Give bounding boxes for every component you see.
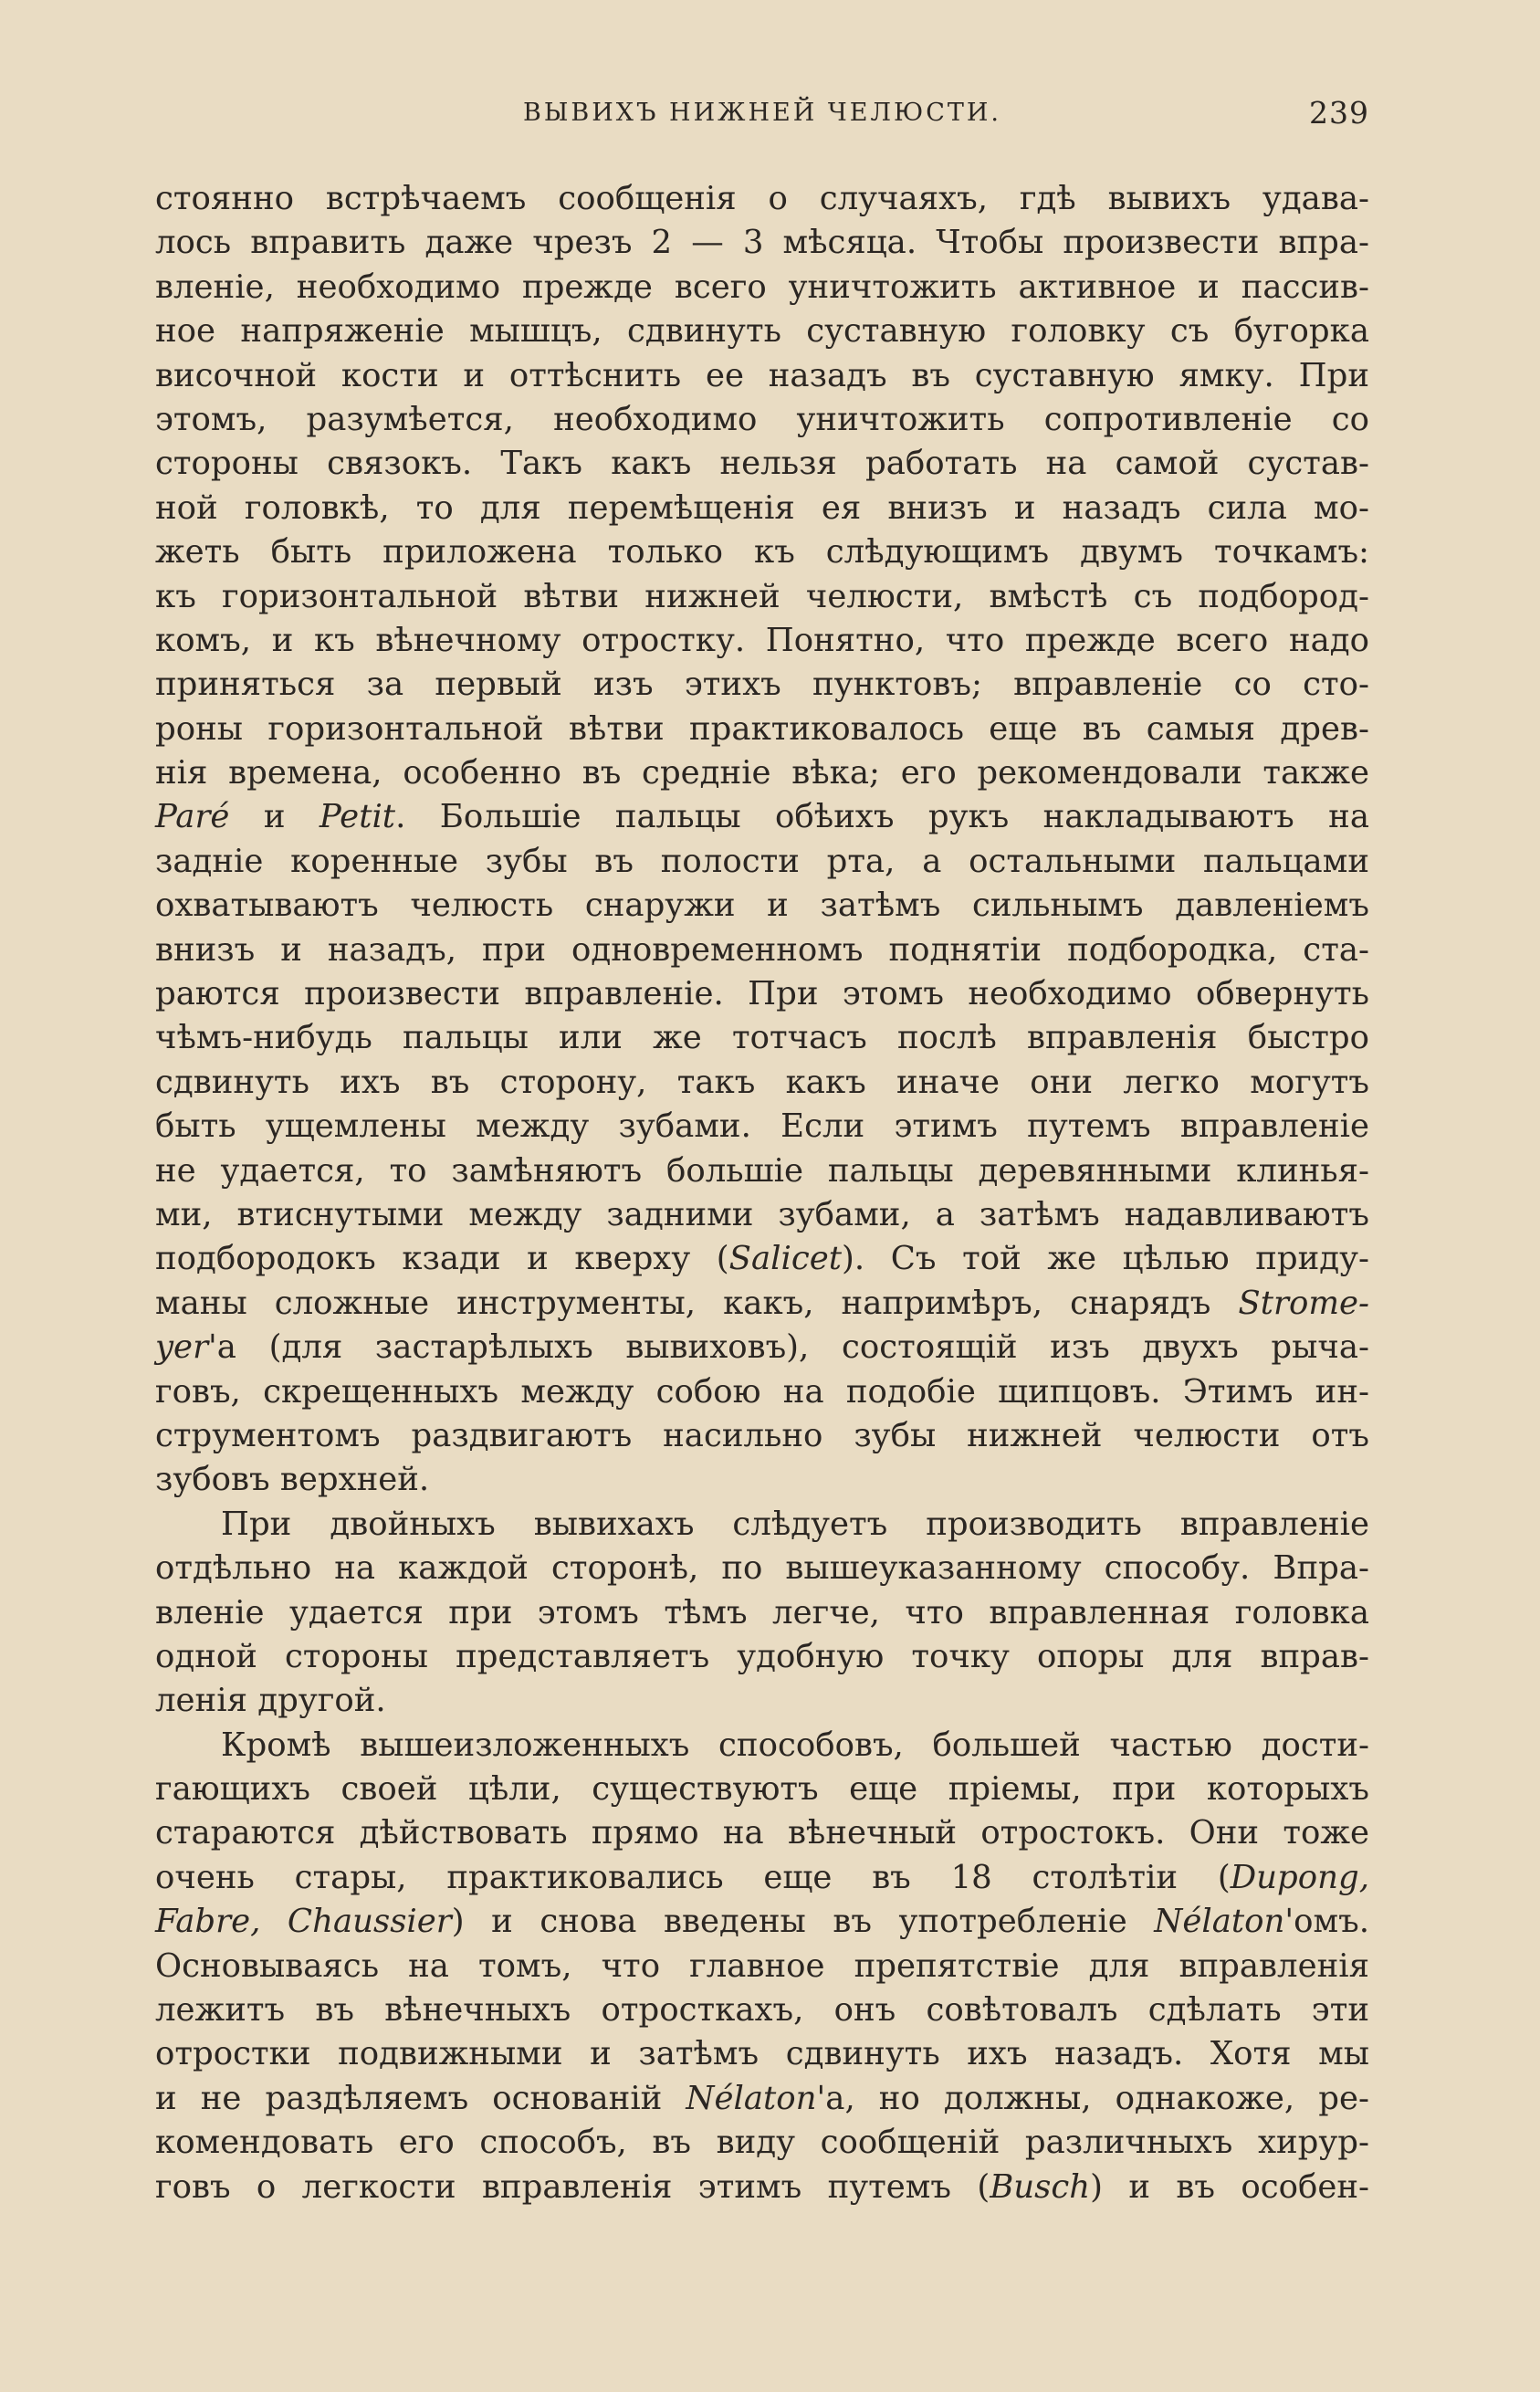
text-segment: ми, втиснутыми между задними зубами, а затѣмъ надавливаютъ bbox=[155, 1195, 1369, 1233]
text-line bbox=[155, 221, 1369, 265]
text-segment: . Большіе пальцы обѣихъ рукъ накладываютъ на bbox=[395, 798, 1369, 836]
text-line bbox=[155, 1193, 1369, 1237]
text-line bbox=[155, 751, 1369, 795]
text-line bbox=[155, 708, 1369, 751]
text-line bbox=[155, 1547, 1369, 1590]
text-segment: сдвинуть ихъ въ сторону, такъ какъ иначе они легко могутъ bbox=[155, 1063, 1369, 1101]
text-segment: нія времена, особенно въ средніе вѣка; его рекомендовали также bbox=[155, 754, 1369, 792]
text-segment: ное напряженіе мышцъ, сдвинуть суставную головку съ бугорка bbox=[155, 312, 1369, 351]
text-segment: къ горизонтальной вѣтви нижней челюсти, вмѣстѣ съ подбород- bbox=[155, 577, 1369, 615]
text-segment: и не раздѣляемъ основаній bbox=[155, 2079, 686, 2117]
text-segment: задніе коренные зубы въ полости рта, а остальными пальцами bbox=[155, 842, 1369, 880]
author-name: Salicet bbox=[728, 1240, 843, 1278]
author-name: yer bbox=[155, 1328, 209, 1367]
text-line bbox=[155, 1768, 1369, 1811]
text-segment: ). Съ той же цѣлью приду- bbox=[842, 1240, 1370, 1278]
text-line bbox=[155, 1414, 1369, 1458]
text-segment: приняться за первый изъ этихъ пунктовъ; вправленіе со сто- bbox=[155, 666, 1369, 704]
text-line bbox=[155, 1282, 1369, 1326]
running-head bbox=[155, 95, 1369, 131]
text-segment: быть ущемлены между зубами. Если этимъ путемъ вправленіе bbox=[155, 1107, 1369, 1146]
text-line bbox=[155, 619, 1369, 663]
body-text bbox=[155, 177, 1369, 2209]
text-segment: одной стороны представляетъ удобную точку опоры для вправ- bbox=[155, 1637, 1369, 1675]
text-segment: Кромѣ вышеизложенныхъ способовъ, большей частью дости- bbox=[221, 1726, 1369, 1764]
text-segment: комъ, и къ вѣнечному отростку. Понятно, что прежде всего надо bbox=[155, 621, 1369, 659]
text-line bbox=[155, 1016, 1369, 1060]
text-line bbox=[155, 928, 1369, 972]
text-line bbox=[155, 398, 1369, 442]
text-segment: отдѣльно на каждой сторонѣ, по вышеуказанному способу. Впра- bbox=[155, 1549, 1369, 1588]
text-line bbox=[155, 795, 1369, 839]
text-segment: 'омъ. bbox=[1284, 1903, 1370, 1941]
text-segment: охватываютъ челюсть снаружи и затѣмъ сильнымъ давленіемъ bbox=[155, 887, 1369, 925]
text-line bbox=[155, 309, 1369, 353]
text-line bbox=[155, 1635, 1369, 1679]
author-name: Dupong, bbox=[1230, 1858, 1369, 1896]
text-segment: стараются дѣйствовать прямо на вѣнечный отростокъ. Они тоже bbox=[155, 1814, 1369, 1852]
text-segment: роны горизонтальной вѣтви практиковалось еще въ самыя древ- bbox=[155, 709, 1369, 748]
text-line bbox=[155, 1945, 1369, 1988]
text-segment: Основываясь на томъ, что главное препятствіе для вправленія bbox=[155, 1946, 1369, 1985]
text-segment: этомъ, разумѣется, необходимо уничтожить сопротивленіе со bbox=[155, 400, 1369, 438]
text-segment: лежитъ въ вѣнечныхъ отросткахъ, онъ совѣтовалъ сдѣлать эти bbox=[155, 1991, 1369, 2030]
text-segment: чѣмъ-нибудь пальцы или же тотчасъ послѣ вправленія быстро bbox=[155, 1019, 1369, 1057]
text-segment: не удается, то замѣняютъ большіе пальцы деревянными клинья- bbox=[155, 1151, 1369, 1190]
author-name: Nélaton bbox=[1154, 1903, 1285, 1941]
text-line bbox=[155, 2077, 1369, 2121]
text-segment: ) и въ особен- bbox=[1090, 2167, 1369, 2206]
running-title: ВЫВИХЪ НИЖНЕЙ ЧЕЛЮСТИ. bbox=[523, 99, 1001, 127]
text-segment: ленія другой. bbox=[155, 1682, 386, 1720]
author-name: Fabre, Chaussier bbox=[155, 1903, 452, 1941]
text-segment: внизъ и назадъ, при одновременномъ поднятіи подбородка, ста- bbox=[155, 930, 1369, 969]
text-line bbox=[155, 266, 1369, 309]
text-line bbox=[155, 575, 1369, 619]
text-segment: отростки подвижными и затѣмъ сдвинуть ихъ назадъ. Хотя мы bbox=[155, 2035, 1369, 2073]
text-segment: говъ о легкости вправленія этимъ путемъ ( bbox=[155, 2167, 990, 2206]
text-segment: ) и снова введены въ употребленіе bbox=[451, 1903, 1155, 1941]
text-line bbox=[155, 1237, 1369, 1281]
text-segment: подбородокъ кзади и кверху ( bbox=[155, 1240, 729, 1278]
text-line bbox=[155, 530, 1369, 574]
text-segment: и bbox=[229, 798, 320, 836]
text-line bbox=[155, 1326, 1369, 1369]
text-line bbox=[155, 840, 1369, 884]
text-line bbox=[155, 1149, 1369, 1193]
text-line bbox=[155, 1900, 1369, 1944]
text-segment: маны сложные инструменты, какъ, напримѣръ, снарядъ bbox=[155, 1284, 1239, 1322]
text-segment: вленіе удается при этомъ тѣмъ легче, что вправленная головка bbox=[155, 1593, 1369, 1631]
author-name: Petit bbox=[319, 798, 396, 836]
text-segment: очень стары, практиковались еще въ 18 столѣтіи ( bbox=[155, 1858, 1231, 1896]
text-segment: раются произвести вправленіе. При этомъ необходимо обвернуть bbox=[155, 975, 1369, 1013]
text-line bbox=[155, 2121, 1369, 2165]
text-line bbox=[155, 1724, 1369, 1768]
text-line bbox=[155, 487, 1369, 530]
text-segment: стороны связокъ. Такъ какъ нельзя работать на самой сустав- bbox=[155, 445, 1369, 483]
text-line bbox=[155, 1370, 1369, 1414]
text-line bbox=[155, 1061, 1369, 1105]
text-line bbox=[155, 177, 1369, 221]
text-segment: комендовать его способъ, въ виду сообщеній различныхъ хирур- bbox=[155, 2124, 1369, 2162]
text-line bbox=[155, 972, 1369, 1016]
text-line bbox=[155, 884, 1369, 928]
text-line bbox=[155, 1811, 1369, 1855]
text-segment: лось вправить даже чрезъ 2 — 3 мѣсяца. Чтобы произвести впра- bbox=[155, 224, 1369, 262]
text-segment: струментомъ раздвигаютъ насильно зубы нижней челюсти отъ bbox=[155, 1416, 1369, 1454]
text-line bbox=[155, 442, 1369, 486]
page-number: 239 bbox=[1309, 95, 1369, 131]
author-name: Strome- bbox=[1238, 1284, 1369, 1322]
author-name: Nélaton bbox=[686, 2079, 817, 2117]
text-line bbox=[155, 1105, 1369, 1149]
text-line bbox=[155, 1503, 1369, 1547]
text-line bbox=[155, 1856, 1369, 1900]
author-name: Paré bbox=[155, 798, 230, 836]
text-segment: 'а, но должны, однакоже, ре- bbox=[816, 2079, 1369, 2117]
text-segment: височной кости и оттѣснить ее назадъ въ суставную ямку. При bbox=[155, 356, 1369, 394]
text-line bbox=[155, 2166, 1369, 2209]
text-segment: ной головкѣ, то для перемѣщенія ея внизъ и назадъ сила мо- bbox=[155, 488, 1369, 527]
text-line bbox=[155, 1458, 1369, 1502]
text-line bbox=[155, 1591, 1369, 1635]
text-segment: стоянно встрѣчаемъ сообщенія о случаяхъ, гдѣ вывихъ удава- bbox=[155, 180, 1369, 217]
text-segment: При двойныхъ вывихахъ слѣдуетъ производить вправленіе bbox=[221, 1505, 1369, 1543]
text-line bbox=[155, 663, 1369, 707]
author-name: Busch bbox=[990, 2167, 1091, 2206]
text-segment: жеть быть приложена только къ слѣдующимъ двумъ точкамъ: bbox=[155, 533, 1369, 572]
text-line bbox=[155, 2032, 1369, 2076]
text-line bbox=[155, 1679, 1369, 1723]
text-segment: гающихъ своей цѣли, существуютъ еще пріемы, при которыхъ bbox=[155, 1770, 1369, 1809]
text-line bbox=[155, 354, 1369, 398]
text-segment: зубовъ верхней. bbox=[155, 1461, 430, 1499]
text-segment: говъ, скрещенныхъ между собою на подобіе щипцовъ. Этимъ ин- bbox=[155, 1372, 1369, 1411]
text-line bbox=[155, 1988, 1369, 2032]
text-segment: вленіе, необходимо прежде всего уничтожить активное и пассив- bbox=[155, 268, 1369, 306]
text-segment: 'а (для застарѣлыхъ вывиховъ), состоящій изъ двухъ рыча- bbox=[208, 1328, 1369, 1367]
